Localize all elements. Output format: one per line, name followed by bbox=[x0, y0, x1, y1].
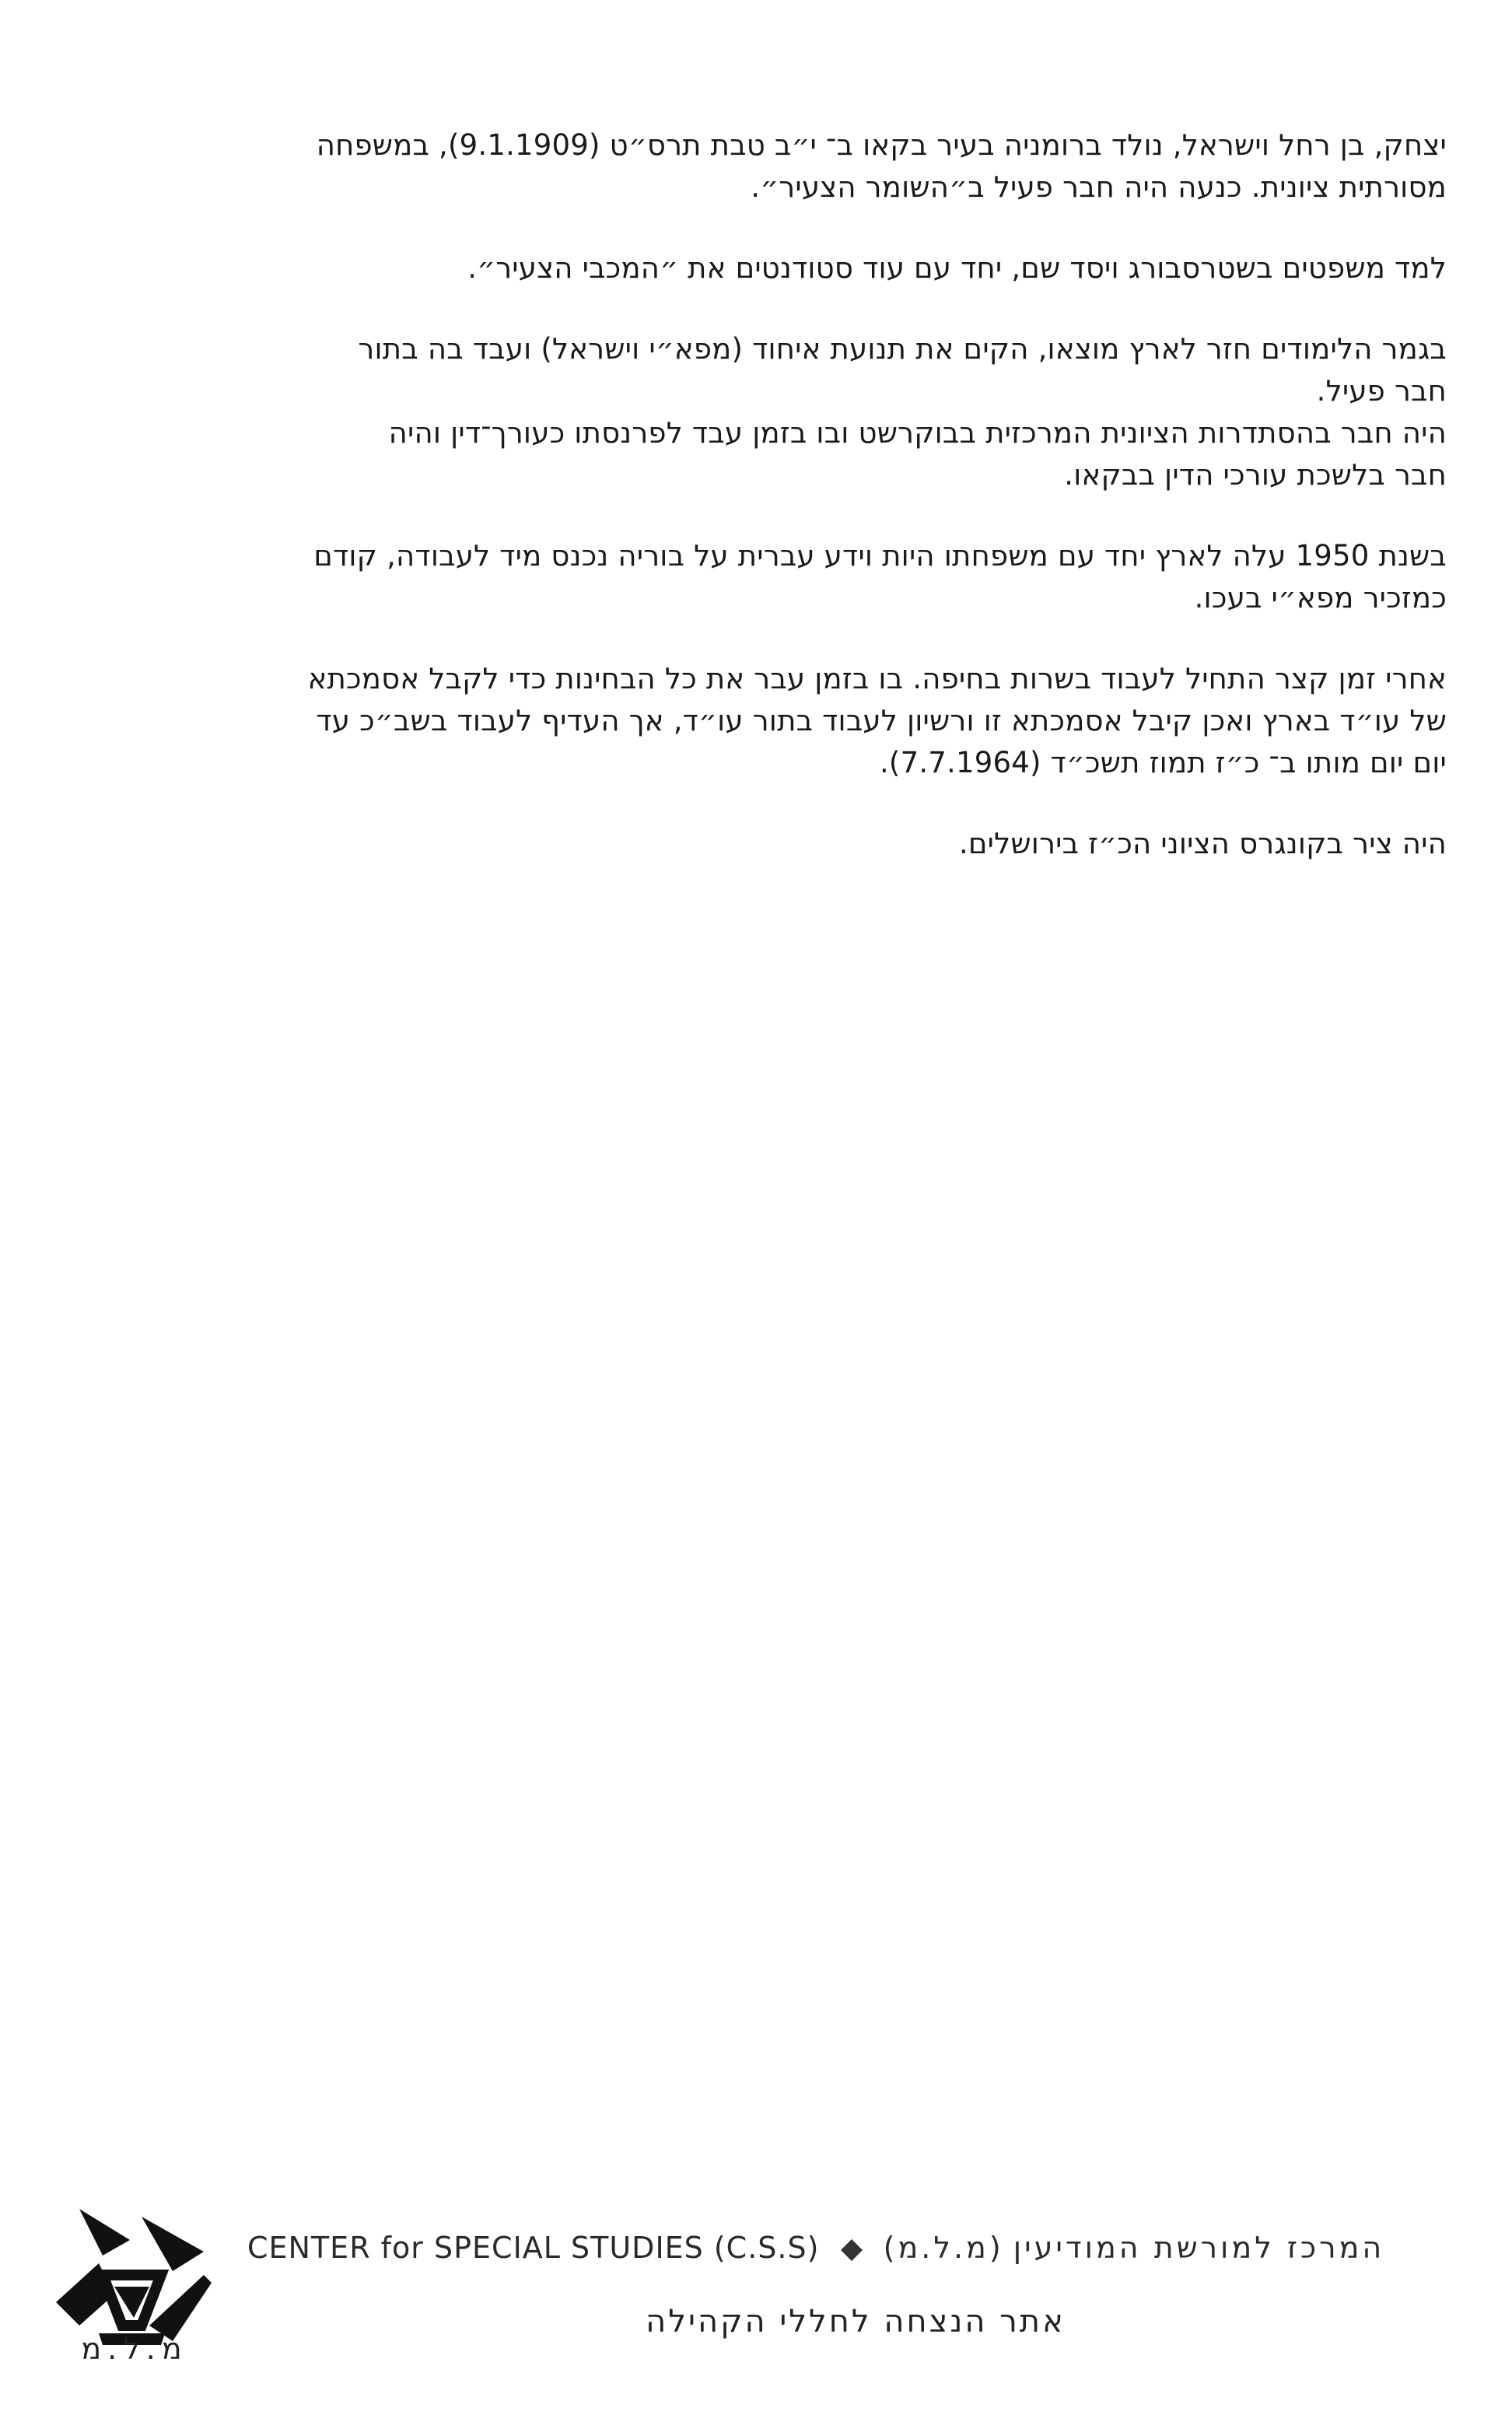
text-line: כמזכיר מפא״י בעכו. bbox=[1194, 581, 1447, 614]
text-line: בגמר הלימודים חזר לארץ מוצאו, הקים את תנועת איחוד (מפא״י וישראל) ועבד בה בתור bbox=[358, 332, 1447, 366]
text-line: יום יום מותו ב־ כ״ז תמוז תשכ״ד (7.7.1964). bbox=[879, 746, 1447, 779]
org-name-hebrew: המרכז למורשת המודיעין bbox=[1013, 2231, 1385, 2265]
memorial-site-line: אתר הנצחה לחללי הקהילה bbox=[646, 2304, 1066, 2340]
paragraph-career bbox=[148, 328, 1447, 496]
paragraph-congress bbox=[148, 823, 1447, 865]
text-line: אחרי זמן קצר התחיל לעבוד בשרות בחיפה. בו בזמן עבר את כל הבחינות כדי לקבל אסמכתא bbox=[307, 662, 1447, 695]
logo-caption: מ.ל.מ bbox=[81, 2332, 188, 2366]
mlm-logo-icon bbox=[56, 2209, 212, 2419]
text-line: חבר בלשכת עורכי הדין בבקאו. bbox=[1064, 458, 1447, 492]
org-abbrev-hebrew: (מ.ל.מ) bbox=[883, 2231, 1004, 2265]
footer-organization-line bbox=[247, 2231, 1414, 2265]
text-line: של עו״ד בארץ ואכן קיבל אסמכתא זו ורשיון לעבוד בתור עו״ד, אך העדיף לעבוד בשב״כ עד bbox=[316, 704, 1447, 737]
text-line: בשנת 1950 עלה לארץ יחד עם משפחתו היות וידע עברית על בוריה נכנס מיד לעבודה, קודם bbox=[313, 539, 1447, 572]
text-line: מסורתית ציונית. כנעה היה חבר פעיל ב״השומר הצעיר״. bbox=[751, 170, 1447, 204]
text-line: היה חבר בהסתדרות הציונית המרכזית בבוקרשט ובו בזמן עבד לפרנסתו כעורך־דין והיה bbox=[388, 416, 1447, 450]
text-line: חבר פעיל. bbox=[1316, 374, 1447, 408]
text-line: יצחק, בן רחל וישראל, נולד ברומניה בעיר בקאו ב־ י״ב טבת תרס״ט (9.1.1909), במשפחה bbox=[316, 128, 1447, 162]
paragraph-service bbox=[148, 658, 1447, 784]
diamond-icon bbox=[840, 2238, 863, 2262]
paragraph-studies bbox=[148, 247, 1447, 289]
paragraph-aliyah bbox=[148, 535, 1447, 619]
text-line: למד משפטים בשטרסבורג ויסד שם, יחד עם עוד סטודנטים את ״המכבי הצעיר״. bbox=[467, 251, 1447, 285]
biography-text bbox=[148, 124, 1447, 865]
paragraph-birth bbox=[148, 124, 1447, 208]
org-name-english: CENTER for SPECIAL STUDIES (C.S.S) bbox=[247, 2231, 820, 2265]
text-line: היה ציר בקונגרס הציוני הכ״ז בירושלים. bbox=[958, 827, 1447, 860]
